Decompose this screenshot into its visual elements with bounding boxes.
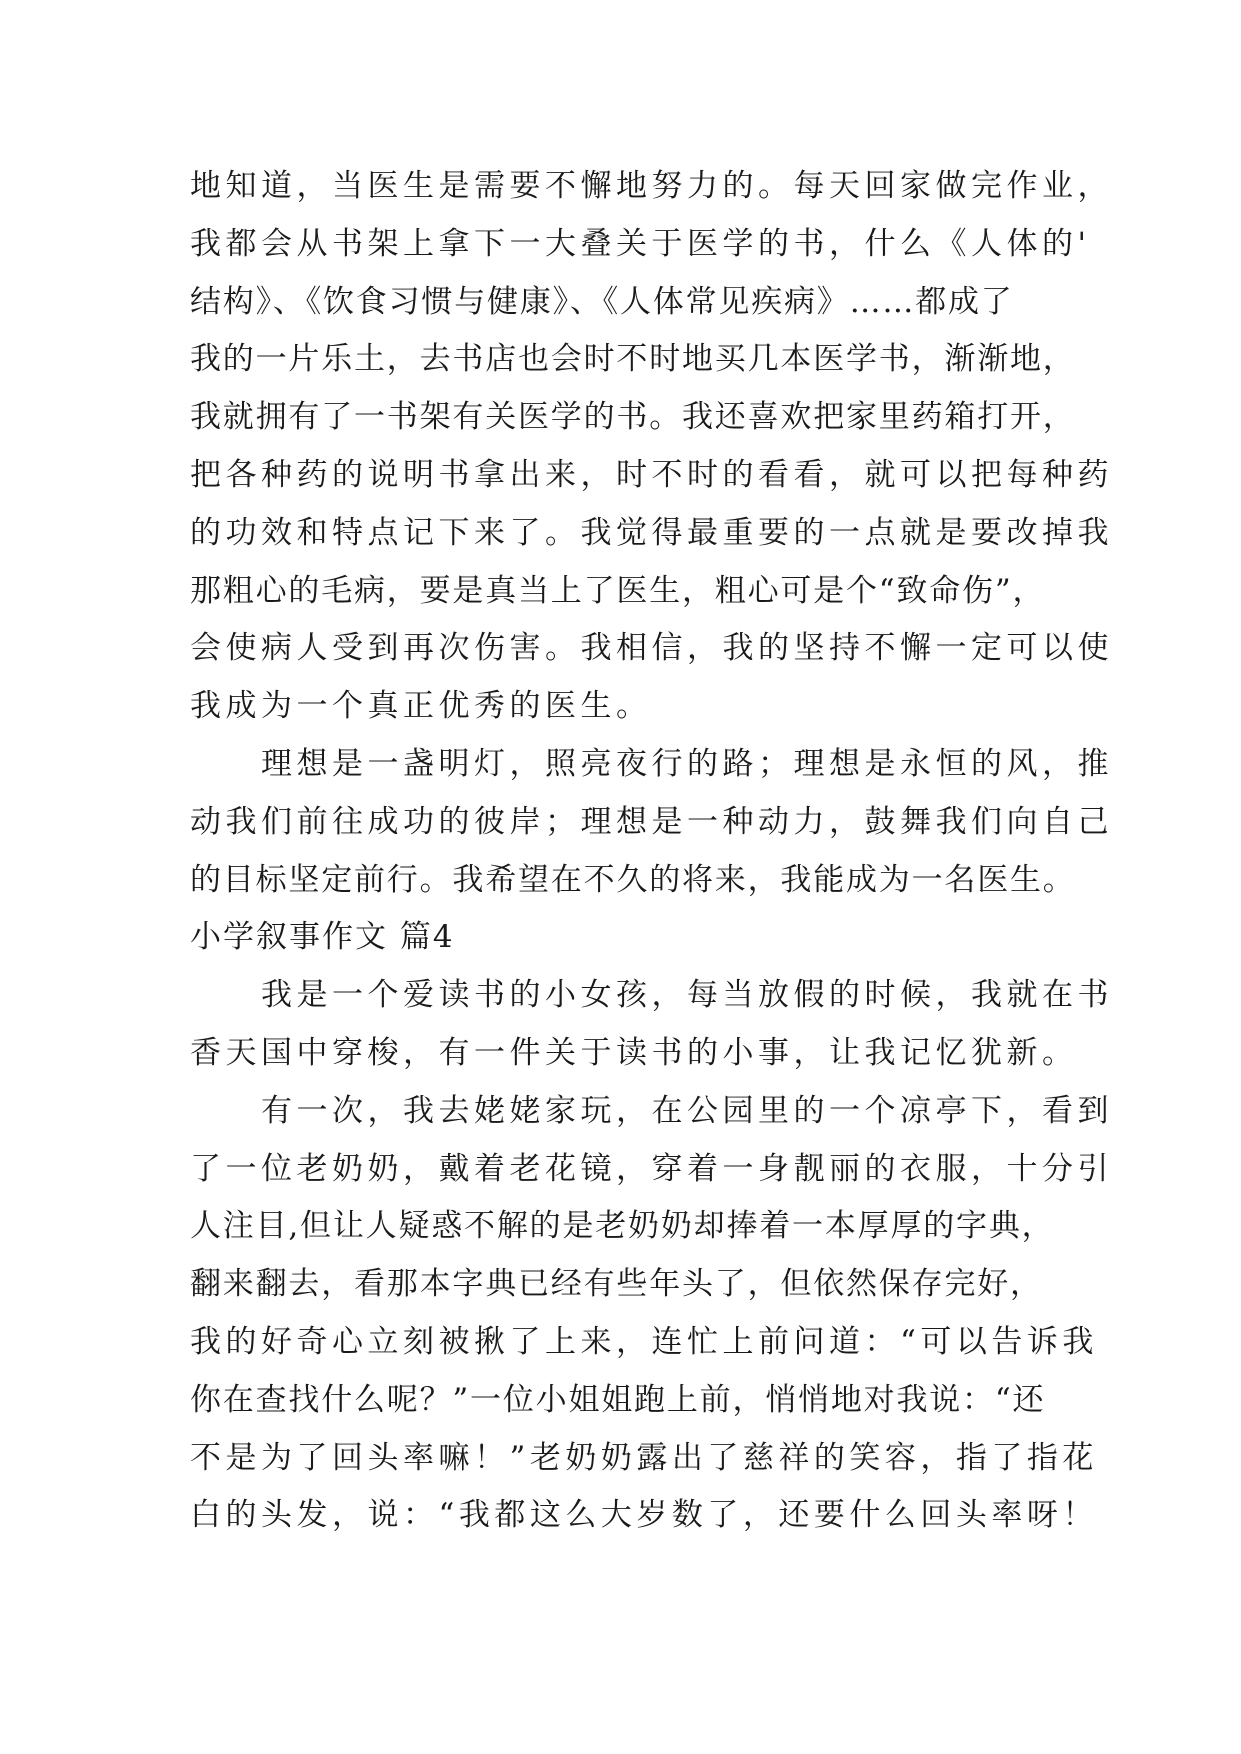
section-heading: 小学叙事作文 篇4 [190, 919, 455, 956]
text-line: 了一位老奶奶，戴着老花镜，穿着一身靓丽的衣服，十分引 [190, 1150, 1113, 1187]
text-line: 我成为一个真正优秀的医生。 [190, 688, 652, 725]
text-line: 香天国中穿梭，有一件关于读书的小事，让我记忆犹新。 [190, 1034, 1078, 1071]
text-line: 白的头发，说：“我都这么大岁数了，还要什么回头率呀！ [190, 1497, 1098, 1534]
body-text [190, 158, 1113, 1545]
text-line: 你在查找什么呢？”一位小姐姐跑上前，悄悄地对我说：“还 [190, 1381, 1046, 1418]
text-line: 动我们前往成功的彼岸；理想是一种动力，鼓舞我们向自己 [190, 803, 1113, 840]
text-line: 那粗心的毛病，要是真当上了医生，粗心可是个“致命伤”， [190, 572, 1046, 609]
text-line: 结构》、《饮食习惯与健康》、《人体常见疾病》……都成了 [190, 283, 1014, 320]
text-line: 的功效和特点记下来了。我觉得最重要的一点就是要改掉我 [190, 514, 1113, 551]
text-line: 人注目,但让人疑惑不解的是老奶奶却捧着一本厚厚的字典， [190, 1208, 1055, 1245]
paragraph-start: 我是一个爱读书的小女孩，每当放假的时候，我就在书 [190, 977, 1113, 1014]
text-line: 会使病人受到再次伤害。我相信，我的坚持不懈一定可以使 [190, 630, 1113, 667]
text-line: 把各种药的说明书拿出来，时不时的看看，就可以把每种药 [190, 456, 1113, 493]
text-line: 地知道，当医生是需要不懈地努力的。每天回家做完作业， [190, 168, 1113, 204]
text-line: 我的好奇心立刻被揪了上来，连忙上前问道：“可以告诉我 [190, 1323, 1098, 1360]
paragraph-start: 理想是一盏明灯，照亮夜行的路；理想是永恒的风，推 [190, 745, 1113, 782]
text-line: 我的一片乐土，去书店也会时不时地买几本医学书，渐渐地， [190, 341, 1076, 378]
paragraph-start: 有一次，我去姥姥家玩，在公园里的一个凉亭下，看到 [190, 1092, 1113, 1129]
text-line: 的目标坚定前行。我希望在不久的将来，我能成为一名医生。 [190, 861, 1076, 898]
text-line: 我都会从书架上拿下一大叠关于医学的书，什么《人体的' [190, 225, 1091, 262]
text-line: 翻来翻去，看那本字典已经有些年头了，但依然保存完好， [190, 1266, 1043, 1303]
text-line: 不是为了回头率嘛！”老奶奶露出了慈祥的笑容，指了指花 [190, 1439, 1098, 1476]
text-line: 我就拥有了一书架有关医学的书。我还喜欢把家里药箱打开， [190, 399, 1076, 436]
